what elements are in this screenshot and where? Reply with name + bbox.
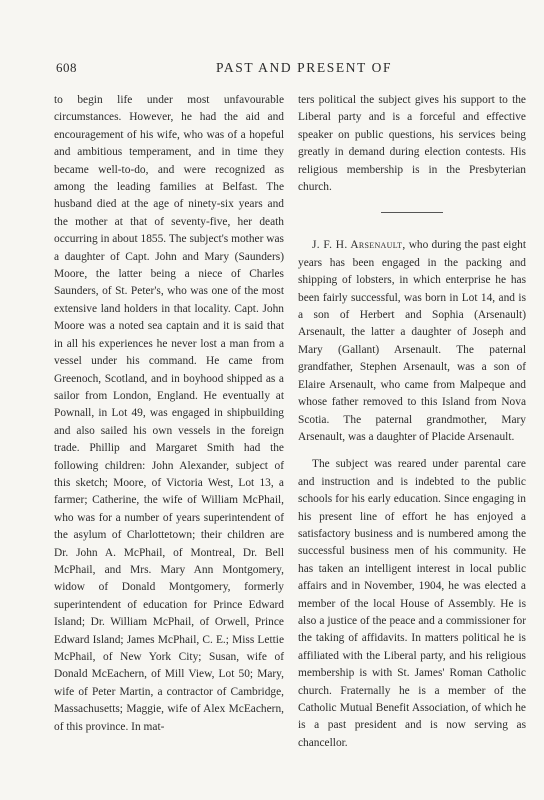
- right-column: [298, 92, 526, 752]
- page-header: [56, 60, 504, 80]
- page-number: 608: [56, 60, 77, 75]
- left-column: [54, 92, 284, 736]
- section-divider: [381, 212, 443, 213]
- biography-paragraph-1-text: who during the past eight years has been engaged in the packing and shipping of lobsters, in which enterprise he has been fairly successful, was born in Lot 14, and is a son of Herbert and Sophia (Arsenault) Arsenault, the latter a daughter of Joseph and Mary (Gallant) Arsenault. The paternal grandfather, Stephen Arsenault, was a son of Elaire Arsenault, who came from Malpeque and whose father removed to this Island from Nova Scotia. The paternal grandmother, Mary Arsenault, was a daughter of Placide Arsenault.: [298, 239, 526, 443]
- running-title: PAST AND PRESENT OF: [216, 60, 393, 75]
- biography-paragraph-2: The subject was reared under parental care and instruction and is indebted to the public schools for his early education. Since engaging in his present line of effort he has enjoyed a satisfactory business and is numbered among the successful business men of his community. He has taken an intelligent interest in local public affairs and in November, 1904, he was elected a member of the local House of Assembly. He is also a justice of the peace and a commissioner for the taking of affidavits. In matters political he is affiliated with the Liberal party, and his religious membership is with St. James' Roman Catholic church. Fraternally he is a member of the Catholic Mutual Benefit Association, of which he is a past president and is now serving as chancellor.: [298, 458, 526, 749]
- closing-paragraph: ters political the subject gives his support to the Liberal party and is a forceful and effective speaker on public questions, his services being greatly in demand during election contests. His religious membership is in the Presbyterian church.: [298, 94, 526, 194]
- biography-subject-name: J. F. H. Arsenault,: [312, 239, 406, 252]
- left-column-text: to begin life under most unfavourable circumstances. However, he had the aid and encouragement of his wife, who was of a hopeful and ambitious temperament, and in time they became well-to-do, and were recognized as among the leading families at Belfast. The husband died at the age of ninety-six years and the mother at that of seventy-five, her death occurring in about 1855. The subject's mother was a daughter of Capt. John and Mary (Saunders) Moore, the latter being a niece of Charles Saunders, of St. Peter's, who was one of the most extensive land holders in that locality. Capt. John Moore was a noted sea captain and it is said that in all his experiences he never lost a man from a vessel under his command. He came from Greenoch, Scotland, and in boyhood shipped as a sailor from London, England. He eventually at Pownall, in Lot 49, was engaged in shipbuilding and also sailed his own vessels in the foreign trade. Phillip and Margaret Smith had the following children: John Alexander, subject of this sketch; Moore, of Victoria West, Lot 13, a farmer; Catherine, the wife of William McPhail, who was for a number of years superintendent of the asylum of Charlottetown; their children are Dr. John A. McPhail, of Montreal, Dr. Bell McPhail, and Mrs. Mary Ann Montgomery, widow of Donald Montgomery, formerly superintendent of education for Prince Edward Island; Dr. William McPhail, of Orwell, Prince Edward Island; James McPhail, C. E.; Miss Lettie McPhail, of New York City; Susan, wife of Donald McEachern, of Mill View, Lot 50; Mary, wife of Peter Martin, a contractor of Cambridge, Massachusetts; Maggie, wife of Alex McEachern, of this province. In mat-: [54, 94, 284, 733]
- biography-paragraph-1: [298, 237, 526, 446]
